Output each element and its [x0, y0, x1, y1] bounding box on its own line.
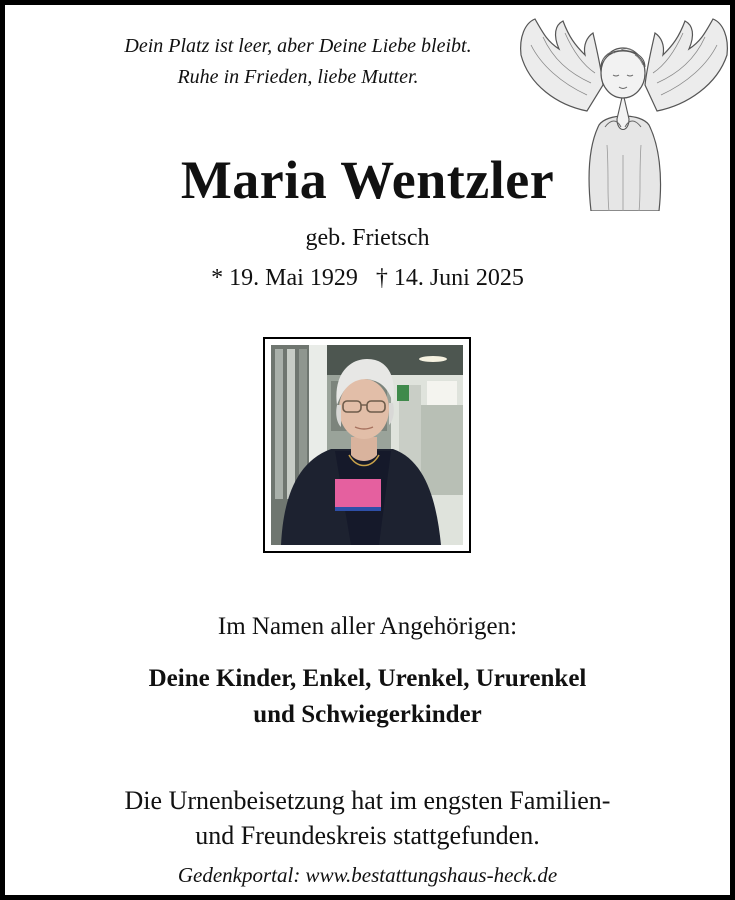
- mourners-list: [5, 661, 730, 733]
- verse-line-1: Dein Platz ist leer, aber Deine Liebe bleibt.: [124, 35, 472, 57]
- mourners-line-1: Deine Kinder, Enkel, Urenkel, Ururenkel: [148, 665, 587, 692]
- portrait-photo: [271, 345, 463, 545]
- portrait-frame: [263, 337, 471, 553]
- deceased-name: Maria Wentzler: [180, 150, 555, 210]
- mourners-intro: Im Namen aller Angehörigen:: [217, 613, 518, 640]
- life-dates: [5, 263, 730, 293]
- maiden-name: geb. Frietsch: [305, 225, 430, 251]
- burial-notice: [5, 783, 730, 853]
- memorial-verse: [63, 31, 533, 93]
- memorial-portal-text: Gedenkportal: www.bestattungshaus-heck.de: [177, 863, 558, 887]
- death-date: † 14. Juni 2025: [375, 265, 524, 291]
- verse-line-2: Ruhe in Frieden, liebe Mutter.: [177, 66, 419, 88]
- birth-date: * 19. Mai 1929: [211, 265, 358, 291]
- notice-line-2: und Freundeskreis stattgefunden.: [195, 821, 540, 850]
- mourners-line-2: und Schwiegerkinder: [253, 701, 482, 728]
- notice-line-1: Die Urnenbeisetzung hat im engsten Familien-: [124, 786, 611, 815]
